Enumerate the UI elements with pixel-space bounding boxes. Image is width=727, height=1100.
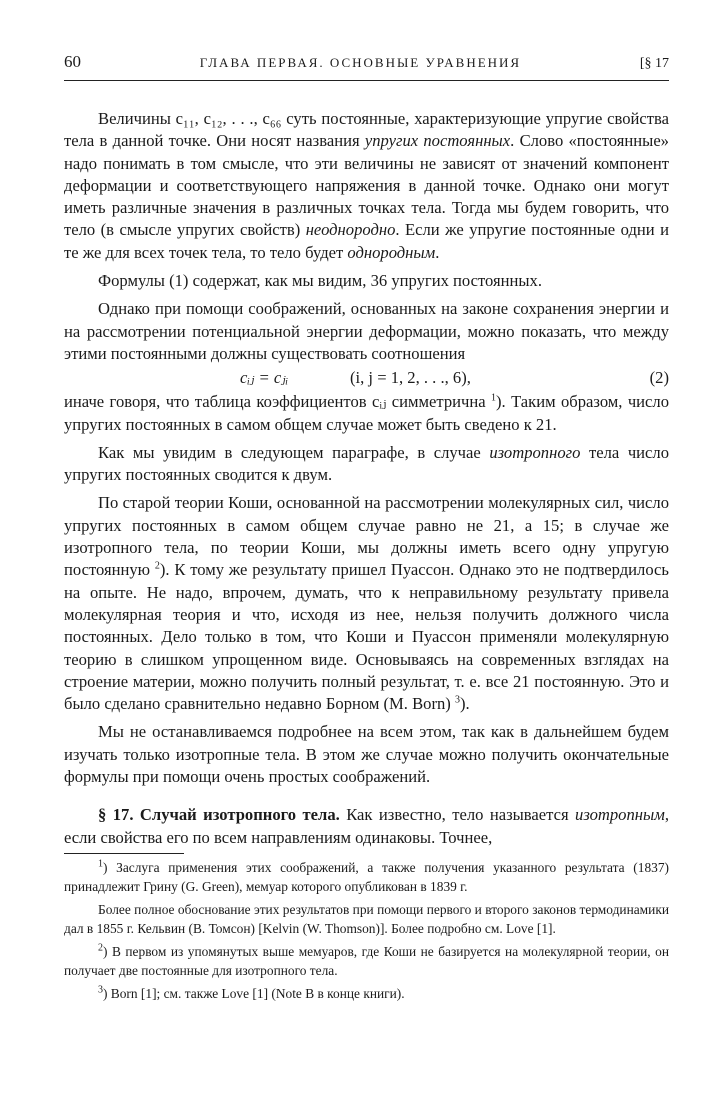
running-title: ГЛАВА ПЕРВАЯ. ОСНОВНЫЕ УРАВНЕНИЯ bbox=[199, 55, 522, 70]
footnote-1-continued: Более полное обоснование этих результатов при помощи первого и второго законов термодинамики дал в 1855 г. Кельвин (В. Томсон) [Kelvin (W. Thomson)]. Более подробно см. Love [1]. bbox=[64, 901, 669, 937]
footnotes bbox=[64, 858, 669, 1004]
paragraph-isotropic-only: Мы не останавливаемся подробнее на всем этом, так как в дальнейшем будем изучать только изотропные тела. В этом же случае можно получить окончательные формулы при помощи очень простых соображений. bbox=[64, 722, 669, 787]
footnote-mark: 3 bbox=[98, 984, 103, 996]
paragraph-cauchy-theory: По старой теории Коши, основанной на рассмотрении молекулярных сил, число упругих постоянных в самом общем случае равно не 21, а 15; в случае же изотропного тела, по теории Коши, мы должны иметь всего одну упругую постоянную $^2$). К тому же результату пришел Пуассон. Однако это не подтвердилось на опыте. Не надо, впрочем, думать, что к неправильному результату привела молекулярная теория и что, исходя из нее, нельзя получить должного числа постоянных. Дело только в том, что Коши и Пуассон применяли молекулярную теорию в слишком упрощенном виде. Основываясь на современных взглядах на строение материи, можно получить полный результат, т. е. все 21 постоянную. Это и было сделано сравнительно недавно Борном (M. Born) $^3$). bbox=[64, 493, 669, 714]
paragraph-36-constants: Формулы (1) содержат, как мы видим, 36 упругих постоянных. bbox=[98, 271, 542, 291]
footnote-ref[interactable]: 3 bbox=[454, 694, 460, 706]
term-homogeneous: однородным bbox=[347, 242, 436, 262]
footnote-3: $^3$) Born [1]; см. также Love [1] (Note B в конце книги). bbox=[98, 984, 405, 1001]
section-marker: [§ 17 bbox=[639, 56, 669, 71]
equation-lhs: cᵢⱼ = cⱼᵢ bbox=[240, 368, 289, 388]
footnote-ref[interactable]: 1 bbox=[491, 392, 497, 404]
running-header bbox=[64, 52, 669, 81]
paragraph-elastic-constants: Величины c₁₁, c₁₂, . . ., c₆₆ суть постоянные, характеризующие упругие свойства тела в данной точке. Они носят названия упругих постоянных. Слово «постоянные» надо понимать в том смысле, что эти величины не зависят от значений компонент деформации и соответствующего напряжения в данной точке. Однако они могут иметь различные значения в различных точках тела. Тогда мы будем говорить, что тело (в смысле упругих свойств) неоднородно. Если же упругие постоянные одни и те же для всех точек тела, то тело будет однородным. bbox=[64, 109, 669, 262]
term-inhomogeneous: неоднородно bbox=[305, 220, 396, 240]
footnote-mark: 1 bbox=[98, 858, 103, 870]
term-elastic-constants: упругих постоянных bbox=[364, 131, 511, 151]
footnote-rule bbox=[64, 853, 184, 854]
paragraph-energy-argument: Однако при помощи соображений, основанных на законе сохранения энергии и на рассмотрении потенциальной энергии деформации, можно показать, что между этими постоянными должны существовать соотношения bbox=[64, 299, 669, 363]
equation-2 bbox=[64, 365, 669, 391]
book-page bbox=[64, 52, 669, 1006]
footnote-1: $^1$) Заслуга применения этих соображений, а также получения указанного результата (1837) принадлежит Грину (G. Green), мемуар которого опубликован в 1839 г. bbox=[64, 858, 669, 895]
footnote-ref[interactable]: 2 bbox=[154, 560, 160, 572]
term-isotropic-def: изотропным bbox=[575, 805, 665, 825]
paragraph-symmetric: иначе говоря, что таблица коэффициентов cᵢⱼ симметрична $^1$). Таким образом, число упругих постоянных в самом общем случае может быть сведено к 21. bbox=[64, 392, 669, 434]
equation-range: (i, j = 1, 2, . . ., 6), bbox=[350, 368, 471, 388]
equation-number: (2) bbox=[649, 368, 669, 388]
footnote-2: $^2$) В первом из упомянутых выше мемуаров, где Коши не базируется на молекулярной теории, он получает две постоянные для изотропного тела. bbox=[64, 942, 669, 979]
footnote-mark: 2 bbox=[98, 942, 103, 954]
term-isotropic: изотропного bbox=[489, 442, 581, 462]
page-body bbox=[64, 108, 669, 1003]
section-17: § 17. Случай изотропного тела. Как известно, тело называется изотропным, если свойства его по всем направлениям одинаковы. Точнее, bbox=[64, 805, 669, 847]
section-title: § 17. Случай изотропного тела. bbox=[98, 805, 340, 825]
paragraph-isotropic: Как мы увидим в следующем параграфе, в случае изотропного тела число упругих постоянных сводится к двум. bbox=[64, 442, 669, 485]
page-number: 60 bbox=[64, 52, 81, 71]
